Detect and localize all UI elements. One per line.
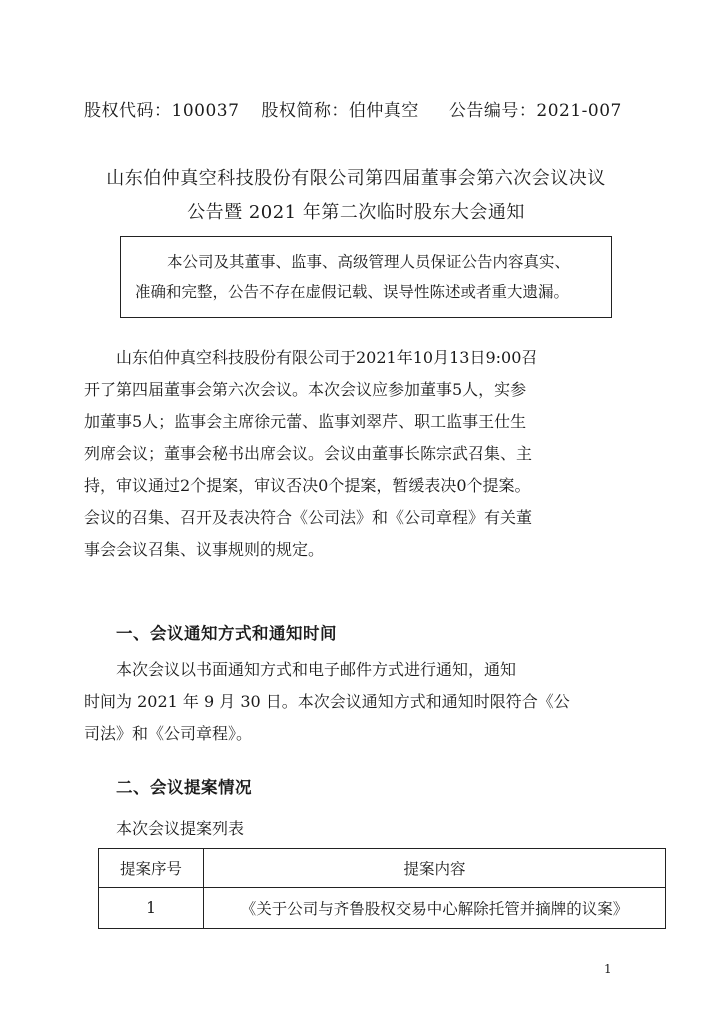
summary-line: 加董事5人；监事会主席徐元蕾、监事刘翠芹、职工监事王仕生 — [84, 412, 527, 431]
column-header-proposal-number: 提案序号 — [99, 849, 204, 888]
section-heading-notice-method: 一、会议通知方式和通知时间 — [116, 624, 337, 643]
document-title-line1: 山东伯仲真空科技股份有限公司第四届董事会第六次会议决议 — [106, 168, 606, 189]
table-header-row — [99, 849, 666, 888]
proposal-number-cell: 1 — [99, 888, 204, 929]
document-title-line2: 公告暨 2021 年第二次临时股东大会通知 — [187, 202, 525, 223]
notice-number: 公告编号：2021-007 — [448, 101, 622, 121]
disclaimer-line2: 准确和完整，公告不存在虚假记载、误导性陈述或者重大遗漏。 — [135, 283, 570, 301]
summary-line: 事会会议召集、议事规则的规定。 — [84, 540, 325, 559]
notice-line: 本次会议以书面通知方式和电子邮件方式进行通知，通知 — [116, 660, 517, 679]
disclaimer-box — [120, 236, 612, 318]
summary-line: 山东伯仲真空科技股份有限公司于2021年10月13日9:00召 — [116, 348, 538, 367]
summary-line: 开了第四届董事会第六次会议。本次会议应参加董事5人，实参 — [84, 380, 527, 399]
meeting-summary-paragraph — [84, 342, 614, 566]
stock-code: 股权代码：100037 — [84, 101, 240, 121]
disclaimer-line1: 本公司及其董事、监事、高级管理人员保证公告内容真实、 — [167, 253, 571, 271]
proposal-table — [98, 848, 666, 929]
section-heading-proposals: 二、会议提案情况 — [116, 778, 252, 797]
notice-line: 司法》和《公司章程》。 — [84, 724, 253, 743]
column-header-proposal-content: 提案内容 — [204, 849, 666, 888]
document-header — [84, 96, 622, 121]
notice-method-paragraph — [84, 654, 614, 750]
summary-line: 列席会议；董事会秘书出席会议。会议由董事长陈宗武召集、主 — [84, 444, 533, 463]
proposal-content-cell: 《关于公司与齐鲁股权交易中心解除托管并摘牌的议案》 — [204, 888, 666, 929]
page-number: 1 — [604, 962, 612, 976]
stock-abbreviation: 股权简称：伯仲真空 — [261, 101, 419, 121]
summary-line: 会议的召集、召开及表决符合《公司法》和《公司章程》有关董 — [84, 508, 533, 527]
table-caption: 本次会议提案列表 — [116, 819, 245, 838]
notice-line: 时间为 2021 年 9 月 30 日。本次会议通知方式和通知时限符合《公 — [84, 692, 570, 711]
table-row — [99, 888, 666, 929]
summary-line: 持，审议通过2个提案，审议否决0个提案，暂缓表决0个提案。 — [84, 476, 531, 495]
